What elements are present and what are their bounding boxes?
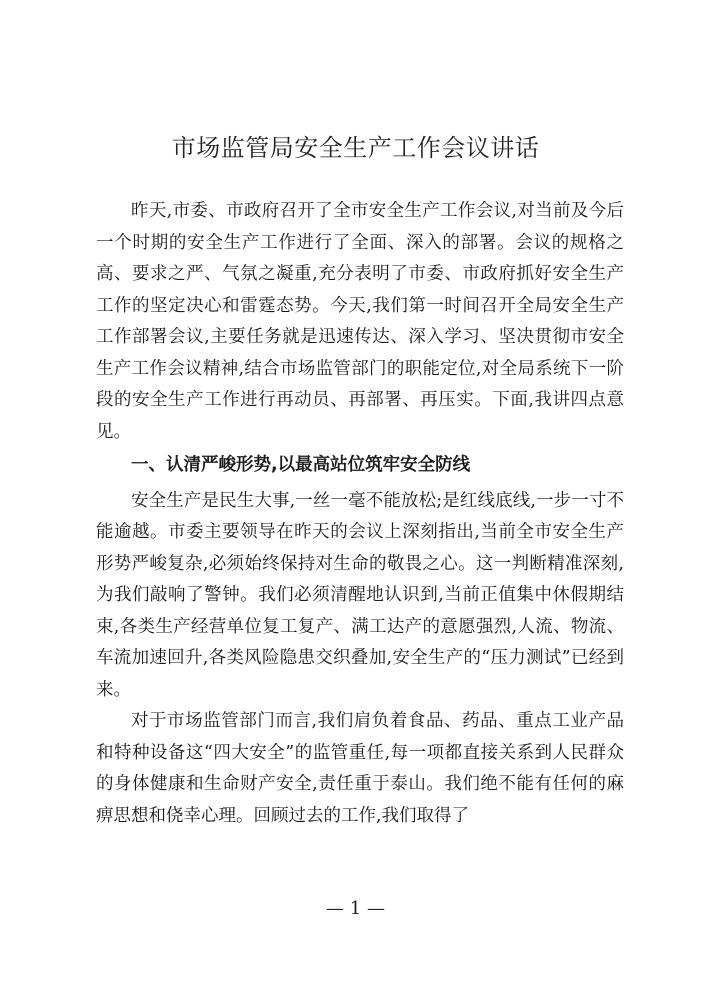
document-body (96, 196, 624, 832)
section-heading-1: 一、认清严峻形势,以最高站位筑牢安全防线 (131, 455, 471, 475)
paragraph-safety-situation: 安全生产是民生大事,一丝一毫不能放松;是红线底线,一步一寸不能逾越。市委主要领导在昨天的会议上深刻指出,当前全市安全生产形势严峻复杂,必须始终保持对生命的敬畏之心。这一判断精准深刻,为我们敲响了警钟。我们必须清醒地认识到,当前正值集中休假期结束,各类生产经营单位复工复产、满工达产的意愿强烈,人流、物流、车流加速回升,各类风险隐患交织叠加,安全生产的“压力测试”已经到来。 (96, 490, 624, 700)
paragraph-market-supervision: 对于市场监管部门而言,我们肩负着食品、药品、重点工业产品和特种设备这“四大安全”的监管重任,每一项都直接关系到人民群众的身体健康和生命财产安全,责任重于泰山。我们绝不能有任何的麻痹思想和侥幸心理。回顾过去的工作,我们取得了 (96, 711, 624, 826)
paragraph-intro: 昨天,市委、市政府召开了全市安全生产工作会议,对当前及今后一个时期的安全生产工作进行了全面、深入的部署。会议的规格之高、要求之严、气氛之凝重,充分表明了市委、市政府抓好安全生产工作的坚定决心和雷霆态势。今天,我们第一时间召开全局安全生产工作部署会议,主要任务就是迅速传达、深入学习、坚决贯彻市安全生产工作会议精神,结合市场监管部门的职能定位,对全局系统下一阶段的安全生产工作进行再动员、再部署、再压实。下面,我讲四点意见。 (96, 201, 624, 442)
page-number: — 1 — (326, 898, 385, 919)
document-title: 市场监管局安全生产工作会议讲话 (171, 134, 540, 162)
